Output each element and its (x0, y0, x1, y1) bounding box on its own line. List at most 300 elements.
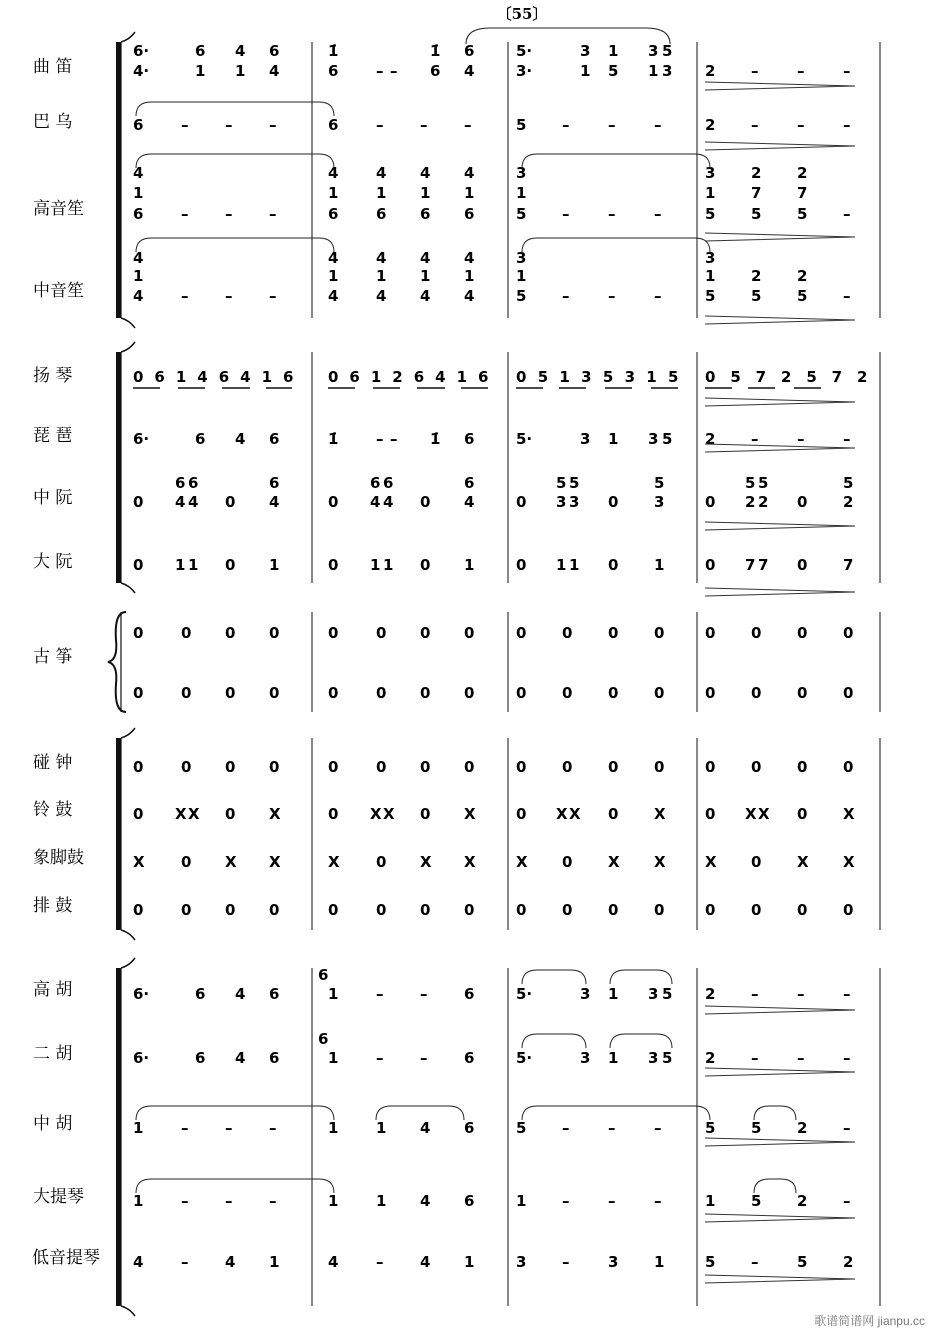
note: 4 (240, 368, 251, 386)
diminuendo-hairpin (705, 1214, 855, 1222)
note: – (654, 205, 662, 223)
note: 1 (195, 62, 206, 80)
note: 4 (420, 249, 431, 267)
note: – (843, 430, 851, 448)
note: 0 (705, 624, 716, 642)
note: – (269, 1119, 277, 1137)
note: – (269, 116, 277, 134)
note: 6 (464, 42, 475, 60)
note: 5 (705, 287, 716, 305)
note: – (843, 985, 851, 1003)
note: – (181, 116, 189, 134)
note: 3 (648, 430, 659, 448)
note: 5 (797, 1253, 808, 1271)
note: 0 (464, 901, 475, 919)
instrument-label-xiangjiaogu: 象脚鼓 (33, 848, 84, 868)
note: 2 (392, 368, 403, 386)
note: – (181, 1253, 189, 1271)
note: 0 (608, 493, 619, 511)
note: – (181, 205, 189, 223)
diminuendo-hairpin (705, 1275, 855, 1283)
note: 0 (608, 556, 619, 574)
note: 6 (370, 474, 381, 492)
rehearsal-bracket (466, 28, 670, 44)
note: 3 (662, 62, 673, 80)
note: 0 (133, 684, 144, 702)
note: 4 (420, 164, 431, 182)
note: 0 (420, 624, 431, 642)
note: – (751, 430, 759, 448)
note: 0 (705, 805, 716, 823)
note: 2 (705, 430, 716, 448)
note: 0 (225, 805, 236, 823)
note: 6 (328, 116, 339, 134)
slur (136, 102, 334, 116)
note: 4 (328, 1253, 339, 1271)
note: – (562, 1119, 570, 1137)
note: 0 (608, 758, 619, 776)
note: 3 (648, 42, 659, 60)
note: – (420, 1049, 428, 1067)
note: 0 (705, 556, 716, 574)
note: 4 (464, 287, 475, 305)
note: 2 (843, 1253, 854, 1271)
grace-note: 6 (318, 1030, 329, 1048)
note: 5 (516, 205, 527, 223)
note: 0 (608, 901, 619, 919)
note: 6 (376, 205, 387, 223)
note: 5 (569, 474, 580, 492)
note: 0 (376, 624, 387, 642)
note: 1 (464, 1253, 475, 1271)
note: 0 (464, 758, 475, 776)
note: 6 (195, 985, 206, 1003)
note: X (420, 853, 432, 871)
diminuendo-hairpin (705, 316, 855, 324)
note: 3 (580, 1049, 591, 1067)
note: 0 (269, 684, 280, 702)
group-bracket-hook (121, 1306, 135, 1316)
note: 2 (705, 116, 716, 134)
note: 0 (225, 556, 236, 574)
note: 0 (562, 684, 573, 702)
note: X (758, 805, 770, 823)
note: 6 (188, 474, 199, 492)
note: 3 (705, 249, 716, 267)
note: – (608, 1192, 616, 1210)
instrument-label-zhongruan: 中 阮 (33, 488, 73, 508)
slur (522, 1106, 710, 1120)
note: 1 (175, 368, 187, 386)
note: – (608, 116, 616, 134)
note: – (181, 1119, 189, 1137)
note: 6 (430, 62, 441, 80)
note: 0 (225, 901, 236, 919)
note: – (608, 287, 616, 305)
barlines (121, 42, 880, 1306)
note: 4 (328, 164, 339, 182)
note: 0 (420, 758, 431, 776)
note: – (464, 116, 472, 134)
note: 1 (269, 556, 280, 574)
note: 6 (269, 430, 280, 448)
note: 0 (516, 624, 527, 642)
note: – (797, 985, 805, 1003)
note: 0 (133, 758, 144, 776)
note: 0 (181, 758, 192, 776)
note: 0 (797, 684, 808, 702)
note: 6· (133, 42, 150, 60)
note: 2 (705, 1049, 716, 1067)
note: – (654, 116, 662, 134)
note: 4 (420, 1119, 431, 1137)
note: 0 (133, 493, 144, 511)
note: 1̇ (430, 42, 441, 60)
instrument-label-linggu: 铃 鼓 (33, 800, 73, 820)
note: 7 (745, 556, 756, 574)
note: – (843, 287, 851, 305)
note: 5 (751, 1192, 762, 1210)
note: 0 (328, 493, 339, 511)
note: 6 (464, 1192, 475, 1210)
note: X (269, 853, 281, 871)
note: 2 (751, 164, 762, 182)
note: 4 (464, 164, 475, 182)
note: 5 (843, 474, 854, 492)
note: 4 (225, 1253, 236, 1271)
slur (522, 238, 710, 252)
slur (136, 1106, 334, 1120)
note: 5 (745, 474, 756, 492)
note: 5 (654, 474, 665, 492)
note: 1 (328, 1192, 339, 1210)
group-bracket-hook (121, 930, 135, 940)
diminuendo-hairpin (705, 522, 855, 530)
instrument-label-yangqin: 扬 琴 (33, 366, 73, 386)
note: 4 (133, 1253, 144, 1271)
group-bracket-hook (121, 958, 135, 968)
note: 1 (556, 556, 567, 574)
note: 6 (328, 62, 339, 80)
note: – (797, 62, 805, 80)
note: 1 (464, 267, 475, 285)
diminuendo-hairpin (705, 233, 855, 241)
note: 0 (328, 624, 339, 642)
slur (522, 154, 710, 168)
note: 1̇ (328, 42, 339, 60)
note: 4 (235, 430, 246, 448)
note: 1 (133, 184, 144, 202)
note: 2 (857, 368, 868, 386)
note: 6 (464, 205, 475, 223)
slur (522, 1034, 586, 1048)
note: 6 (269, 42, 280, 60)
note: 1 (328, 985, 339, 1003)
note: – (843, 1192, 851, 1210)
note: 0 (562, 853, 573, 871)
note: X (383, 805, 395, 823)
note: 6 (478, 368, 489, 386)
note: 3 (516, 1253, 527, 1271)
note: – (269, 1192, 277, 1210)
note: 5 (602, 368, 614, 386)
brace-guzheng (108, 612, 126, 712)
note: 2 (705, 985, 716, 1003)
note: 0 (608, 684, 619, 702)
note: – (225, 116, 233, 134)
note: 1 (376, 1192, 387, 1210)
note: 0 (843, 758, 854, 776)
note: 2 (758, 493, 769, 511)
note: 0 (376, 901, 387, 919)
slur (754, 1179, 796, 1193)
diminuendo-hairpin (705, 1006, 855, 1014)
note: 6 (269, 985, 280, 1003)
note: 4 (235, 42, 246, 60)
note: 1 (420, 267, 431, 285)
note: – (562, 116, 570, 134)
note: 6 (195, 430, 206, 448)
note: 0 (751, 853, 762, 871)
note: 1 (705, 1192, 716, 1210)
note: X (556, 805, 568, 823)
note: 1 (269, 1253, 280, 1271)
diminuendo-hairpin (705, 82, 855, 90)
note: 0 (562, 624, 573, 642)
slur (136, 1179, 334, 1193)
note: 6 (464, 474, 475, 492)
note: 4 (197, 368, 208, 386)
note: 1 (654, 1253, 665, 1271)
note: 0 (654, 758, 665, 776)
note: 4 (376, 249, 387, 267)
note: – (608, 1119, 616, 1137)
note: X (516, 853, 528, 871)
note: 0 (608, 624, 619, 642)
instrument-label-diyintiqin: 低音提琴 (32, 1248, 100, 1268)
note: – (843, 205, 851, 223)
note: 5 (556, 474, 567, 492)
note: 0 (843, 684, 854, 702)
note: 0 (705, 901, 716, 919)
note: 2 (797, 1192, 808, 1210)
note: – (751, 1253, 759, 1271)
note: 0 (797, 493, 808, 511)
note: 5 (705, 1119, 716, 1137)
note: 0 (797, 758, 808, 776)
note: 0 (181, 684, 192, 702)
note: 2 (797, 267, 808, 285)
note: 6 (464, 1049, 475, 1067)
note: 7 (831, 368, 843, 386)
note: 5 (730, 368, 741, 386)
note: 1 (608, 430, 619, 448)
note: 6 (269, 474, 280, 492)
note: 3 (569, 493, 580, 511)
note: 0 (133, 556, 144, 574)
note: 5 (705, 205, 716, 223)
note: 6 (218, 368, 230, 386)
note: 4 (464, 62, 475, 80)
note: – (376, 430, 384, 448)
note: – (797, 1049, 805, 1067)
note: 0 (328, 684, 339, 702)
group-bracket (116, 968, 121, 1306)
note: 0 (328, 805, 339, 823)
note: 2 (705, 62, 716, 80)
note: – (843, 62, 851, 80)
note: 0 (133, 901, 144, 919)
note: X (370, 805, 382, 823)
note: 6 (133, 205, 144, 223)
note: 4· (133, 62, 150, 80)
note: 0 (225, 624, 236, 642)
note: 0 (751, 758, 762, 776)
note: 6 (464, 985, 475, 1003)
note: 2 (797, 164, 808, 182)
note: 7 (758, 556, 769, 574)
instrument-label-guzheng: 古 筝 (33, 647, 73, 667)
grace-note: 6 (318, 966, 329, 984)
note: 2 (751, 267, 762, 285)
note: 0 (797, 556, 808, 574)
note: 1 (559, 368, 570, 386)
note: 0 (516, 758, 527, 776)
note: X (608, 853, 620, 871)
note: 3 (580, 42, 591, 60)
note: 5 (662, 1049, 673, 1067)
instrument-label-datiqin: 大提琴 (33, 1187, 84, 1207)
note: 0 (269, 758, 280, 776)
note: 3 (516, 249, 527, 267)
note: 6 (195, 1049, 206, 1067)
note: 6 (349, 368, 360, 386)
note: 3 (648, 985, 659, 1003)
note: 3 (654, 493, 665, 511)
note: 1 (464, 184, 475, 202)
note: 0 (516, 493, 527, 511)
note: 1 (516, 184, 527, 202)
note: 5 (516, 116, 527, 134)
note: 1 (383, 556, 394, 574)
note: 4 (464, 249, 475, 267)
note: 6 (464, 430, 475, 448)
note: 0 (225, 758, 236, 776)
note: – (376, 1049, 384, 1067)
note: 0 (181, 853, 192, 871)
note: X (175, 805, 187, 823)
group-bracket-hook (121, 583, 135, 593)
note: – (181, 1192, 189, 1210)
note: – (654, 287, 662, 305)
note: 1 (654, 556, 665, 574)
note: 4 (328, 287, 339, 305)
note: 2 (745, 493, 756, 511)
note: – (797, 116, 805, 134)
note: 1 (608, 985, 619, 1003)
note: 0 (420, 493, 431, 511)
note: – (181, 287, 189, 305)
note: 5 (751, 287, 762, 305)
note: – (797, 430, 805, 448)
note: 6· (133, 1049, 150, 1067)
note: – (269, 205, 277, 223)
note: 0 (133, 624, 144, 642)
note: 0 (516, 556, 527, 574)
note: X (569, 805, 581, 823)
note: 1 (133, 1119, 144, 1137)
note: 1 (133, 267, 144, 285)
note: 3 (580, 985, 591, 1003)
note: 4 (188, 493, 199, 511)
note: 0 (269, 624, 280, 642)
note: X (745, 805, 757, 823)
note: 1 (646, 368, 657, 386)
note: 1 (370, 368, 382, 386)
note: 3 (581, 368, 592, 386)
note: 3 (516, 164, 527, 182)
group-bracket (116, 352, 121, 583)
note: 1 (370, 556, 381, 574)
note: 0 (328, 556, 339, 574)
note: 5 (537, 368, 549, 386)
note: 1 (516, 267, 527, 285)
note: – (390, 62, 398, 80)
group-bracket-hook (121, 32, 135, 42)
note: 0 (562, 901, 573, 919)
note: 4 (133, 249, 144, 267)
note: X (843, 853, 855, 871)
note: 0 (328, 901, 339, 919)
instrument-labels (32, 57, 100, 1268)
note: – (225, 1119, 233, 1137)
note: 0 (843, 901, 854, 919)
note: 7 (797, 184, 808, 202)
note: – (751, 1049, 759, 1067)
note: 0 (133, 368, 144, 386)
instrument-label-pipa: 琵 琶 (33, 426, 73, 446)
note: 1 (175, 556, 186, 574)
note: 0 (464, 684, 475, 702)
note: 7 (755, 368, 767, 386)
note: 2 (843, 493, 854, 511)
note: 5 (797, 205, 808, 223)
note: 6 (328, 205, 339, 223)
slur (754, 1106, 796, 1120)
note: X (464, 805, 476, 823)
note: 0 (516, 368, 527, 386)
note: 6· (133, 430, 150, 448)
note: 6 (269, 1049, 280, 1067)
note: 5 (705, 1253, 716, 1271)
note: 1 (608, 1049, 619, 1067)
note: – (751, 62, 759, 80)
note: 5 (751, 1119, 762, 1137)
note: 0 (797, 901, 808, 919)
note: 5· (516, 430, 533, 448)
note: – (420, 116, 428, 134)
note: – (225, 1192, 233, 1210)
note: 4 (133, 287, 144, 305)
note: 0 (516, 901, 527, 919)
note: 1 (328, 1119, 339, 1137)
note: – (843, 1049, 851, 1067)
note: 0 (751, 624, 762, 642)
note: 5· (516, 42, 533, 60)
note: 6 (420, 205, 431, 223)
note: – (843, 1119, 851, 1137)
slur (610, 1034, 672, 1048)
